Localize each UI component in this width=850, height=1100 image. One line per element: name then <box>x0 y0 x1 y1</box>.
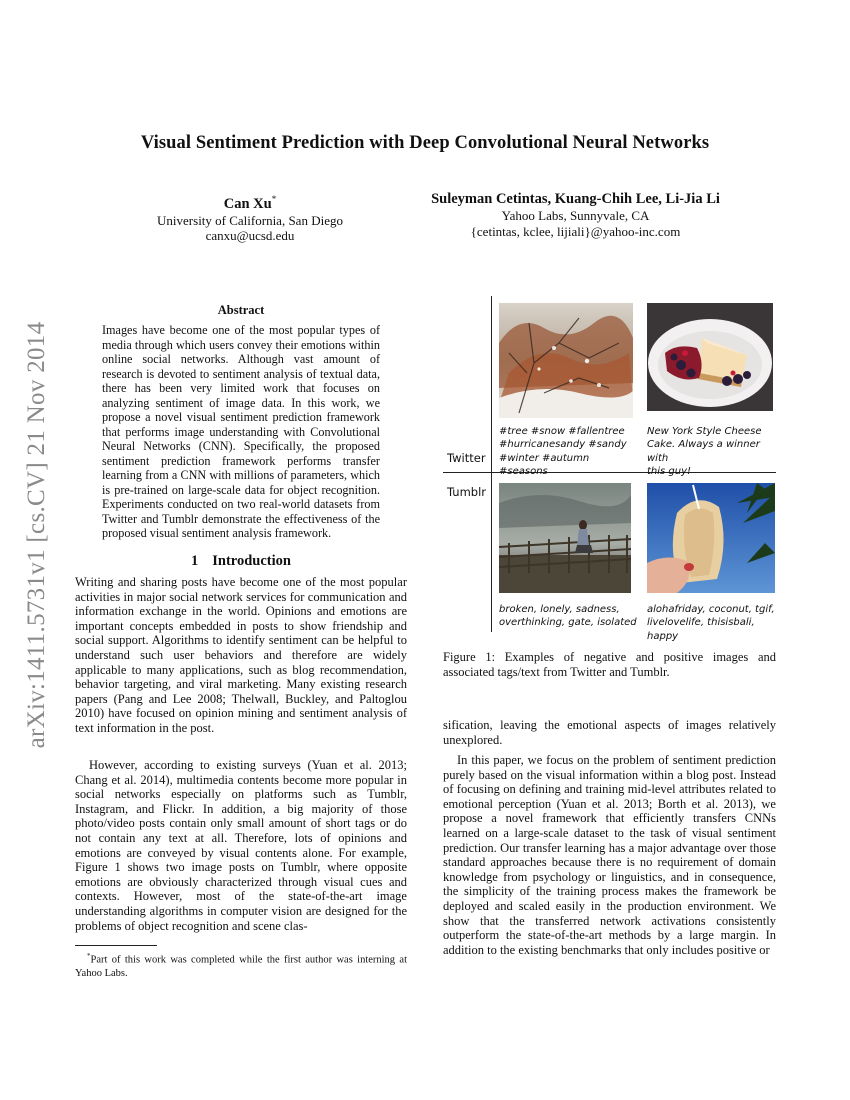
figure-divider-vertical <box>491 296 492 632</box>
author-name-2: Suleyman Cetintas, Kuang-Chih Lee, Li-Jia Li <box>431 191 720 207</box>
tumblr-positive-tags: alohafriday, coconut, tgif, livelovelife, thisisbali, happy <box>647 604 775 642</box>
author-affiliation-2: Yahoo Labs, Sunnyvale, CA <box>501 208 650 223</box>
section-number: 1 <box>191 553 199 569</box>
tumblr-positive-image <box>647 483 775 593</box>
footnote-rule <box>75 945 157 946</box>
intro-paragraph-4: In this paper, we focus on the problem of sentiment prediction purely based on the visual information within a blog post. Instead of focusing on defining and training mid-level attributes related to emotional perception (Yuan et al. 2013; Borth et al. 2013), we propose a novel framework that efficiently transfers CNNs learned on a large-scale dataset to the task of visual sentiment prediction. Our transfer learning has a major advantage over those standard approaches because there is no requirement of domain knowledge from psychology or linguistics, and in consequence, the simplicity of the training process makes the framework be deployed and scaled easily in the production environment. We show that the transferred network activations consistently outperform the state-of-the-art methods by a large margin. In addition to the existing benchmarks that only includes positive or <box>443 753 776 957</box>
author-block-1 <box>150 190 350 244</box>
twitter-positive-tags: New York Style Cheese Cake. Always a winner with this guy! <box>647 426 762 477</box>
twitter-positive-image <box>647 303 773 411</box>
abstract-text: Images have become one of the most popular types of media through which users convey their emotions within online social networks. Although vast amount of research is devoted to sentiment analysis of textual data, there has been very limited work that focuses on analyzing sentiment of image data. In this work, we propose a novel visual sentiment prediction framework that performs image understanding with Convolutional Neural Networks (CNN). Specifically, the proposed sentiment prediction framework performs transfer learning from a CNN with millions of parameters, which is pre-trained on large-scale data for object recognition. Experiments conducted on two real-world datasets from Twitter and Tumblr demonstrate the effectiveness of the proposed visual sentiment analysis framework. <box>102 323 380 540</box>
footnote: *Part of this work was completed while the first author was interning at Yahoo Labs. <box>75 952 407 979</box>
author-email-2: {cetintas, kclee, lijiali}@yahoo-inc.com <box>470 223 681 239</box>
author-email-1: canxu@ucsd.edu <box>205 228 295 244</box>
section-heading <box>75 553 407 570</box>
intro-paragraph-2: However, according to existing surveys (Yuan et al. 2013; Chang et al. 2014), multimedia contents become more popular in social networks especially on platforms such as Tumblr, Instagram, and Flickr. In addition, a big majority of those photo/video posts contain only small amount of short tags or do not contain any text at all. Therefore, lots of opinions and emotions are conveyed by visual contents alone. For example, Figure 1 shows two image posts on Tumblr, where opposite emotions are obviously characterized through visual cues and contexts. However, most of the state-of-the-art image understanding algorithms in computer vision are designed for the problems of object recognition and scene clas- <box>75 758 407 933</box>
author-name-1: Can Xu* <box>223 194 277 212</box>
twitter-negative-image <box>499 303 633 418</box>
abstract-heading: Abstract <box>217 303 265 317</box>
author-block-2 <box>398 190 753 239</box>
tumblr-negative-image <box>499 483 631 593</box>
row-label-twitter: Twitter <box>447 451 486 465</box>
figure-caption: Figure 1: Examples of negative and positive images and associated tags/text from Twitter and Tumblr. <box>443 650 776 679</box>
intro-paragraph-3: sification, leaving the emotional aspects of images relatively unexplored. <box>443 718 776 747</box>
row-label-tumblr: Tumblr <box>447 485 486 499</box>
twitter-negative-tags: #tree #snow #fallentree #hurricanesandy #sandy #winter #autumn #seasons <box>499 426 627 477</box>
paper-title: Visual Sentiment Prediction with Deep Convolutional Neural Networks <box>140 133 710 153</box>
author-affiliation-1: University of California, San Diego <box>157 212 343 228</box>
intro-paragraph-1: Writing and sharing posts have become one of the most popular activities in major social network services for communication and information exchange in the world. Opinions and emotions are important concepts embedded in posts to show friendship and social support. Algorithms to identify sentiment can be helpful to understand such user behaviors and therefore are widely applicable to many applications, such as blog recommendation, behavior targeting, and viral marketing. Many existing research papers (Pang and Lee 2008; Thelwall, Buckley, and Paltoglou 2010) have focused on opinion mining and sentiment analysis of text information in the post. <box>75 575 407 735</box>
tumblr-negative-tags: broken, lonely, sadness, overthinking, gate, isolated <box>499 604 637 629</box>
arxiv-stamp: arXiv:1411.5731v1 [cs.CV] 21 Nov 2014 <box>23 321 50 749</box>
section-title: Introduction <box>212 553 291 569</box>
